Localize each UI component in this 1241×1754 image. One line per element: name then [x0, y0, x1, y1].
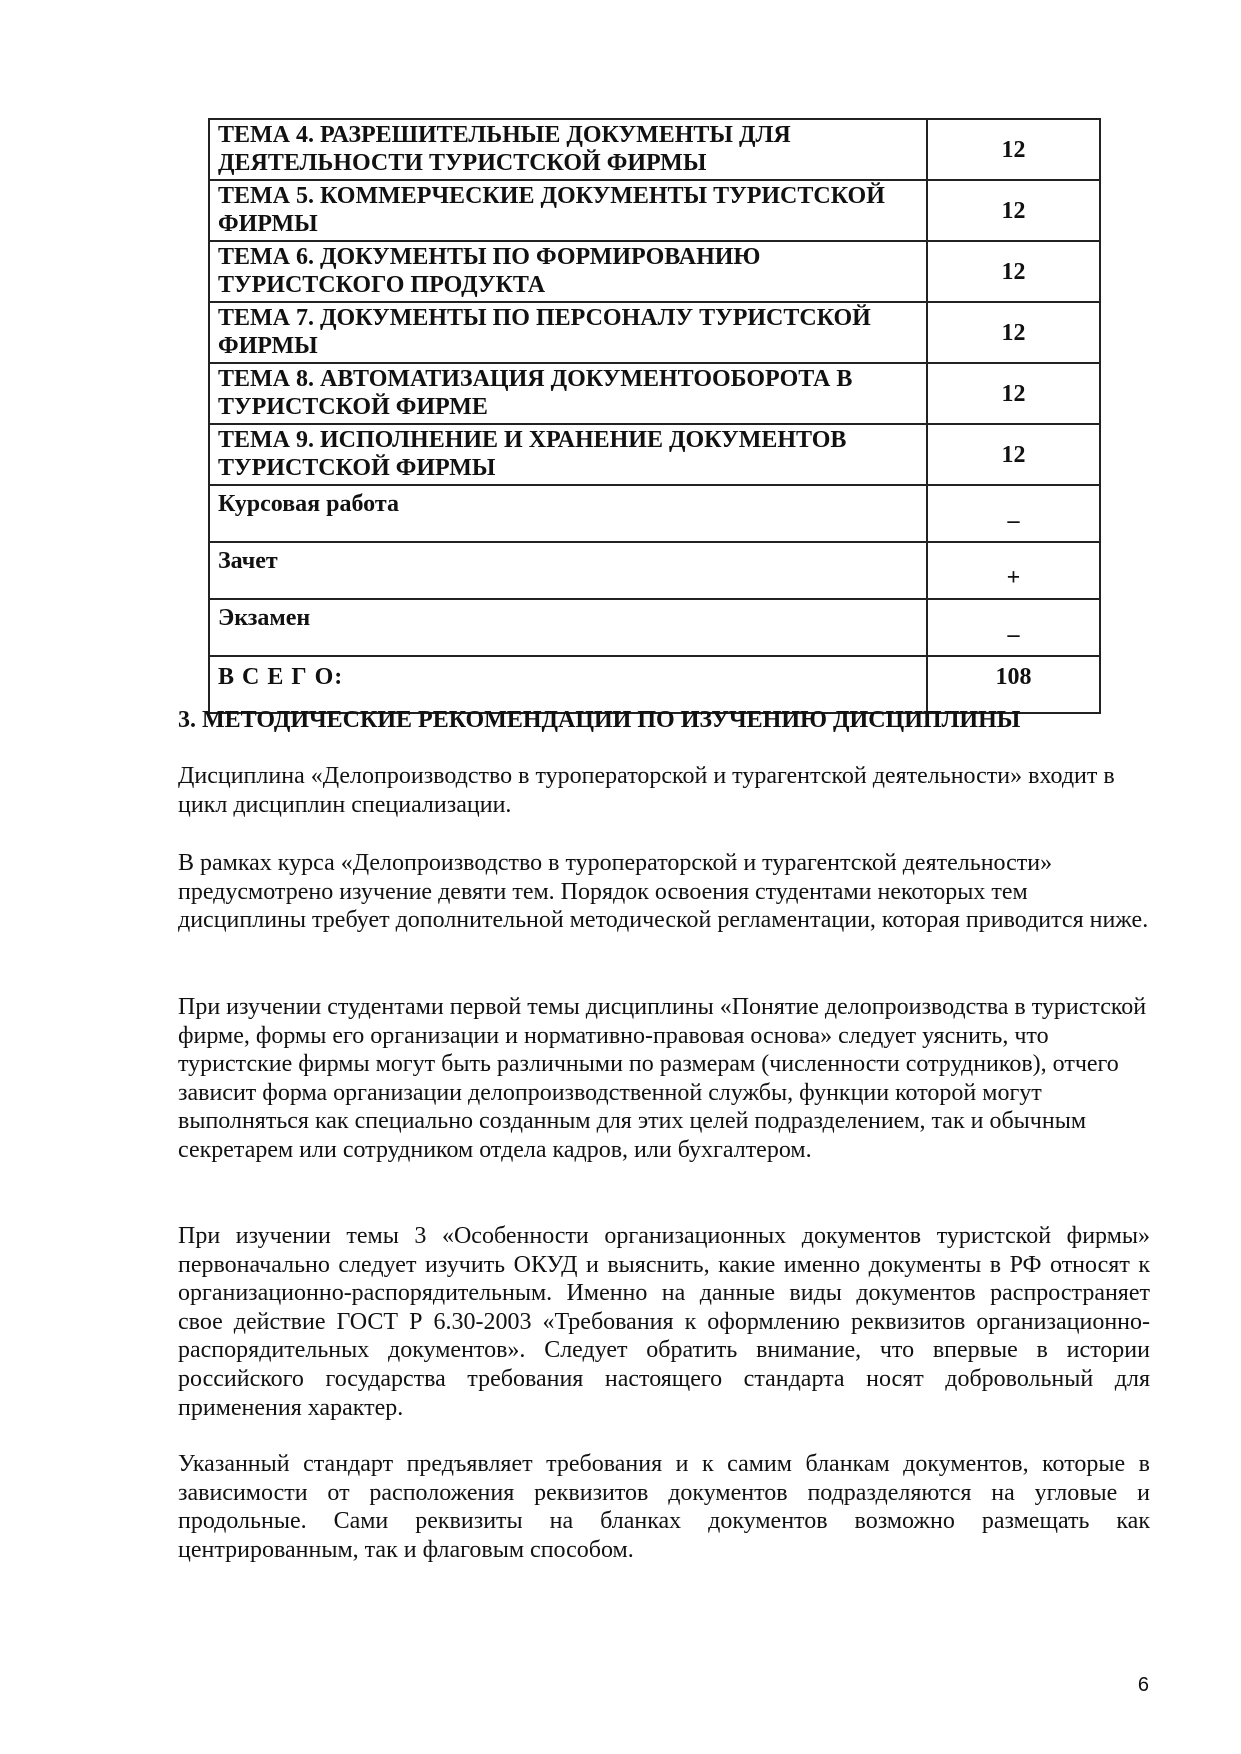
topic-name: ТЕМА 7. ДОКУМЕНТЫ ПО ПЕРСОНАЛУ ТУРИСТСКОЙ ФИРМЫ [209, 302, 927, 363]
total-label: В С Е Г О: [209, 656, 927, 713]
section-heading: 3. МЕТОДИЧЕСКИЕ РЕКОМЕНДАЦИИ ПО ИЗУЧЕНИЮ ДИСЦИПЛИНЫ [178, 707, 1021, 733]
topic-hours: 12 [927, 119, 1100, 180]
table-row [209, 241, 1100, 302]
paragraph: При изучении темы 3 «Особенности организационных документов туристской фирмы» первоначально следует изучить ОКУД и выяснить, какие именно документы в РФ относят к организационно-распорядительным. Именно на данные виды документов распространяет свое действие ГОСТ Р 6.30-2003 «Требования к оформлению реквизитов организационно-распорядительных документов». Следует обратить внимание, что впервые в истории российского государства требования настоящего стандарта носят добровольный для применения характер. [178, 1223, 1150, 1421]
table-row [209, 302, 1100, 363]
coursework-label: Курсовая работа [209, 485, 927, 542]
topic-name: ТЕМА 8. АВТОМАТИЗАЦИЯ ДОКУМЕНТООБОРОТА В ТУРИСТСКОЙ ФИРМЕ [209, 363, 927, 424]
topic-hours: 12 [927, 424, 1100, 485]
exam-value: – [927, 599, 1100, 656]
table-row [209, 485, 1100, 542]
topic-hours: 12 [927, 363, 1100, 424]
topic-name: ТЕМА 5. КОММЕРЧЕСКИЕ ДОКУМЕНТЫ ТУРИСТСКОЙ ФИРМЫ [209, 180, 927, 241]
topic-name: ТЕМА 9. ИСПОЛНЕНИЕ И ХРАНЕНИЕ ДОКУМЕНТОВ ТУРИСТСКОЙ ФИРМЫ [209, 424, 927, 485]
exam-label: Экзамен [209, 599, 927, 656]
paragraph: В рамках курса «Делопроизводство в туроператорской и турагентской деятельности» предусмотрено изучение девяти тем. Порядок освоения студентами некоторых тем дисциплины требует дополнительной методической регламентации, которая приводится ниже. [178, 850, 1149, 934]
credit-value: + [927, 542, 1100, 599]
paragraph: Дисциплина «Делопроизводство в туроператорской и турагентской деятельности» входит в цикл дисциплин специализации. [178, 763, 1115, 818]
topic-hours: 12 [927, 241, 1100, 302]
total-value: 108 [927, 656, 1100, 713]
topics-hours-table [208, 118, 1101, 714]
page-number: 6 [1137, 1674, 1149, 1696]
table-row [209, 119, 1100, 180]
paragraph: При изучении студентами первой темы дисциплины «Понятие делопроизводства в туристской фирме, формы его организации и нормативно-правовая основа» следует уяснить, что туристские фирмы могут быть различными по размерам (численности сотрудников), отчего зависит форма организации делопроизводственной службы, функции которой могут выполняться как специально созданным для этих целей подразделением, так и обычным секретарем или сотрудником отдела кадров, или бухгалтером. [178, 994, 1147, 1163]
topic-hours: 12 [927, 302, 1100, 363]
credit-label: Зачет [209, 542, 927, 599]
table-row [209, 180, 1100, 241]
paragraph: Указанный стандарт предъявляет требования и к самим бланкам документов, которые в зависимости от расположения реквизитов документов подразделяются на угловые и продольные. Сами реквизиты на бланках документов возможно размещать как центрированным, так и флаговым способом. [178, 1451, 1150, 1563]
coursework-value: – [927, 485, 1100, 542]
topic-name: ТЕМА 4. РАЗРЕШИТЕЛЬНЫЕ ДОКУМЕНТЫ ДЛЯ ДЕЯТЕЛЬНОСТИ ТУРИСТСКОЙ ФИРМЫ [209, 119, 927, 180]
table-row [209, 599, 1100, 656]
table-row [209, 424, 1100, 485]
table-row [209, 363, 1100, 424]
table-row [209, 542, 1100, 599]
topic-hours: 12 [927, 180, 1100, 241]
topic-name: ТЕМА 6. ДОКУМЕНТЫ ПО ФОРМИРОВАНИЮ ТУРИСТСКОГО ПРОДУКТА [209, 241, 927, 302]
